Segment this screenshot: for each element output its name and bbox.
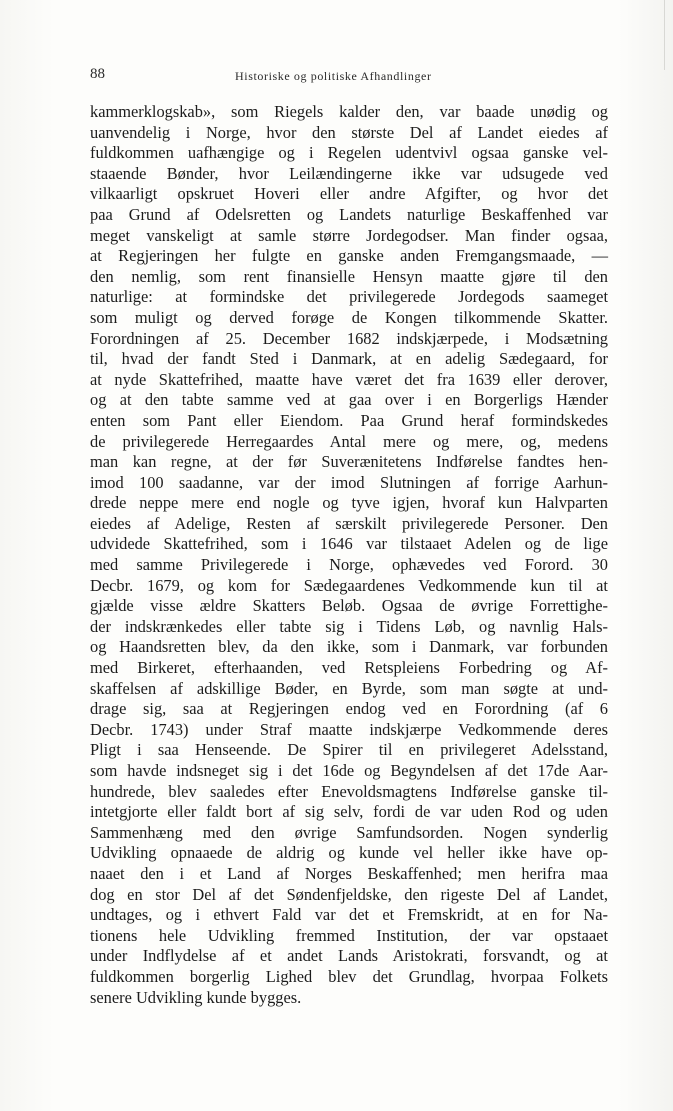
text-line: under Indflydelse af et andet Lands Aristokrati, forsvandt, og at bbox=[90, 946, 608, 966]
text-line: at nyde Skattefrihed, maatte have været det fra 1639 eller derover, bbox=[90, 369, 608, 389]
text-line: med samme Privilegerede i Norge, ophævedes ved Forord. 30 bbox=[90, 555, 608, 575]
text-line: Sammenhæng med den øvrige Samfundsorden. Nogen synderlig bbox=[90, 822, 608, 842]
text-line: staaende Bønder, hvor Leilændingerne ikke var udsugede ved bbox=[90, 163, 608, 183]
text-line: at Regjeringen her fulgte en ganske anden Fremgangsmaade, — bbox=[90, 246, 608, 266]
text-line: Udvikling opnaaede de aldrig og kunde vel heller ikke have op- bbox=[90, 843, 608, 863]
text-line: og at den tabte samme ved at gaa over i en Borgerligs Hænder bbox=[90, 390, 608, 410]
body-text bbox=[90, 102, 608, 1008]
text-line: den nemlig, som rent finansielle Hensyn maatte gjøre til den bbox=[90, 266, 608, 286]
text-line: skaffelsen af adskillige Bøder, en Byrde, som man søgte at und- bbox=[90, 678, 608, 698]
text-line: som muligt og derved forøge de Kongen tilkommende Skatter. bbox=[90, 307, 608, 327]
text-line: der indskrænkedes eller tabte sig i Tidens Løb, og navnlig Hals- bbox=[90, 616, 608, 636]
text-line: de privilegerede Herregaardes Antal mere og mere, og, medens bbox=[90, 431, 608, 451]
text-line: imod 100 saadanne, var der imod Slutningen af forrige Aarhun- bbox=[90, 472, 608, 492]
text-line: som havde indsneget sig i det 16de og Begyndelsen af det 17de Aar- bbox=[90, 761, 608, 780]
text-line: kammerklogskab», som Riegels kalder den, var baade unødig og bbox=[90, 102, 608, 121]
text-line: meget vanskeligt at samle større Jordegodser. Man finder ogsaa, bbox=[90, 225, 608, 245]
text-line: intetgjorte eller faldt bort af sig selv, fordi de var uden Rod og uden bbox=[90, 802, 608, 822]
text-line: uanvendelig i Norge, hvor den største Del af Landet eiedes af bbox=[90, 122, 608, 142]
text-line: senere Udvikling kunde bygges. bbox=[90, 987, 302, 1007]
text-line: man kan regne, at der før Suverænitetens Indførelse fandtes hen- bbox=[90, 452, 608, 472]
page-edge-shadow bbox=[664, 0, 665, 70]
page-number: 88 bbox=[90, 66, 105, 82]
text-line: og Haandsretten blev, da den ikke, som i Danmark, var forbunden bbox=[90, 637, 608, 657]
text-line: Forordningen af 25. December 1682 indskjærpede, i Modsætning bbox=[90, 328, 608, 348]
text-line: fuldkommen borgerlig Lighed blev det Grundlag, hvorpaa Folkets bbox=[90, 966, 608, 986]
text-line: med Birkeret, efterhaanden, ved Retspleiens Forbedring og Af- bbox=[90, 658, 608, 678]
running-title: Historiske og politiske Afhandlinger bbox=[235, 69, 432, 83]
text-line: udvidede Skattefrihed, som i 1646 var tilstaaet Adelen og de lige bbox=[90, 534, 608, 554]
text-line: Decbr. 1743) under Straf maatte indskjærpe Vedkommende deres bbox=[90, 719, 608, 739]
text-line: gjælde visse ældre Skatters Beløb. Ogsaa de øvrige Forrettighe- bbox=[90, 596, 608, 616]
text-line: drage sig, saa at Regjeringen endog ved en Forordning (af 6 bbox=[90, 699, 608, 719]
text-line: dog en stor Del af det Søndenfjeldske, den rigeste Del af Landet, bbox=[90, 884, 608, 904]
text-line: hundrede, blev saaledes efter Enevoldsmagtens Indførelse ganske til- bbox=[90, 781, 608, 801]
text-line: vilkaarligt opskruet Hoveri eller andre Afgifter, og hvor det bbox=[90, 184, 608, 204]
text-line: tionens hele Udvikling fremmed Institution, der var opstaaet bbox=[90, 925, 608, 945]
text-line: eiedes af Adelige, Resten af særskilt privilegerede Personer. Den bbox=[90, 513, 608, 533]
text-line: Decbr. 1679, og kom for Sædegaardenes Vedkommende kun til at bbox=[90, 575, 608, 595]
text-line: Pligt i saa Henseende. De Spirer til en privilegeret Adelsstand, bbox=[90, 740, 608, 760]
text-line: enten som Pant eller Eiendom. Paa Grund heraf formindskedes bbox=[90, 410, 608, 430]
page-header bbox=[90, 66, 606, 88]
text-line: fuldkommen uafhængige og i Regelen udentvivl ogsaa ganske vel- bbox=[90, 143, 608, 163]
text-line: undtages, og i ethvert Fald var det et Fremskridt, at en for Na- bbox=[90, 905, 608, 925]
text-line: naturlige: at formindske det privilegerede Jordegods saameget bbox=[90, 287, 608, 307]
text-line: naaet den i et Land af Norges Beskaffenhed; men herifra maa bbox=[90, 863, 608, 883]
text-line: drede neppe mere end nogle og tyve igjen, hvoraf kun Halvparten bbox=[90, 493, 608, 513]
text-line: paa Grund af Odelsretten og Landets naturlige Beskaffenhed var bbox=[90, 204, 608, 224]
text-line: til, hvad der fandt Sted i Danmark, at en adelig Sædegaard, for bbox=[90, 349, 608, 369]
